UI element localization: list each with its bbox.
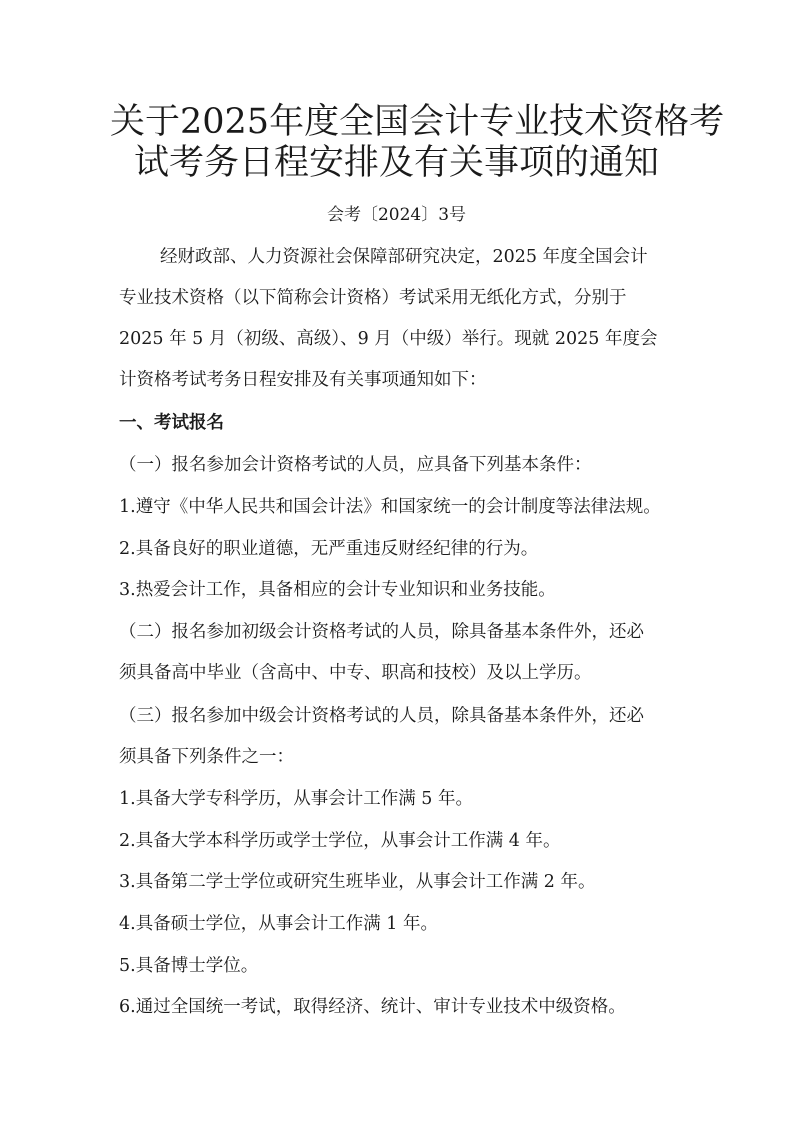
intro-paragraph-line: 经财政部、人力资源社会保障部研究决定，2025 年度全国会计	[160, 247, 648, 267]
intro-paragraph-line: 计资格考试考务日程安排及有关事项通知如下：	[119, 370, 487, 390]
intermediate-condition-item: 3.具备第二学士学位或研究生班毕业，从事会计工作满 2 年。	[119, 872, 596, 892]
basic-condition-item: 1.遵守《中华人民共和国会计法》和国家统一的会计制度等法律法规。	[119, 497, 661, 517]
document-title-line-1: 关于2025年度全国会计专业技术资格考	[110, 102, 725, 142]
intermediate-condition-item: 6.通过全国统一考试，取得经济、统计、审计专业技术中级资格。	[119, 997, 626, 1017]
item-paragraph-line: 须具备高中毕业（含高中、中专、职高和技校）及以上学历。	[119, 663, 592, 683]
item-heading: （一）报名参加会计资格考试的人员，应具备下列基本条件：	[119, 455, 592, 475]
intermediate-condition-item: 4.具备硕士学位，从事会计工作满 1 年。	[119, 914, 438, 934]
intermediate-condition-item: 2.具备大学本科学历或学士学位，从事会计工作满 4 年。	[119, 831, 561, 851]
basic-condition-item: 2.具备良好的职业道德，无严重违反财经纪律的行为。	[119, 539, 539, 559]
intermediate-condition-item: 5.具备博士学位。	[119, 956, 259, 976]
basic-condition-item: 3.热爱会计工作，具备相应的会计专业知识和业务技能。	[119, 580, 556, 600]
item-paragraph-line: （二）报名参加初级会计资格考试的人员，除具备基本条件外，还必	[119, 622, 644, 642]
intro-paragraph-line: 2025 年 5 月（初级、高级）、9 月（中级）举行。现就 2025 年度会	[119, 329, 658, 349]
document-number: 会考〔2024〕3号	[326, 205, 467, 225]
item-paragraph-line: 须具备下列条件之一：	[119, 747, 294, 767]
section-heading: 一、考试报名	[119, 413, 224, 433]
document-title-line-2: 试考务日程安排及有关事项的通知	[133, 143, 659, 183]
item-paragraph-line: （三）报名参加中级会计资格考试的人员，除具备基本条件外，还必	[119, 706, 644, 726]
intro-paragraph-line: 专业技术资格（以下简称会计资格）考试采用无纸化方式，分别于	[119, 288, 627, 308]
intermediate-condition-item: 1.具备大学专科学历，从事会计工作满 5 年。	[119, 789, 473, 809]
